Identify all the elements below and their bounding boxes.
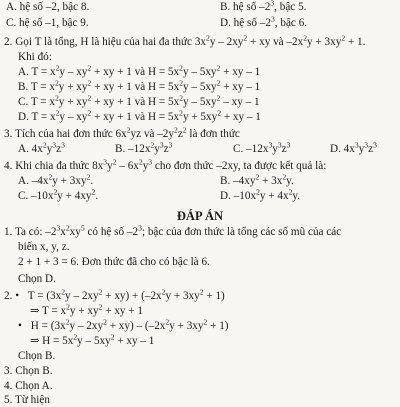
answer-title: ĐÁP ÁN: [176, 209, 224, 223]
q3-option-c: C. $-12x^3y^3z^3$: [233, 140, 291, 155]
q2-stem: 2. Gọi T là tổng, H là hiệu của hai đa thức $3x^2y - 2xy^2$ + xy và $-2x^2y + 3xy^2 + 1$.: [4, 33, 366, 48]
a5-answer: 5. Từ hiện: [4, 394, 50, 406]
q4-option-d: D. $-10x^2y + 4x^2y$.: [220, 187, 301, 202]
a2-t-result: ⇒ $T = x^2y + xy^2$ + xy + 1: [30, 302, 144, 317]
q4-option-c: C. $-10x^2y + 4xy^2$.: [18, 187, 99, 202]
q2-option-a: A. $T = x^2y - xy^2$ + xy + 1 và $H = 5x^2y - 5xy^2$ + xy – 1: [18, 63, 261, 78]
q1-option-d: D. hệ số $-2^3$, bậc 6.: [220, 14, 308, 29]
q3-option-d: D. $4x^3y^3z^3$: [330, 140, 377, 155]
a2-h-line: • $H = (3x^2y - 2xy^2 + xy) - (-2x^2y + 3xy^2 + 1)$: [18, 317, 229, 332]
a1-line-2: biến x, y, z.: [18, 241, 70, 253]
q3-option-b: B. $-12x^2y^3z^3$: [115, 140, 173, 155]
a2-h-result: ⇒ $H = 5x^2y - 5xy^2$ + xy – 1: [30, 332, 155, 347]
q4-stem: 4. Khi chia đa thức $8x^3y^2 - 6x^2y^3$ cho đơn thức –2xy, ta được kết quả là:: [4, 157, 327, 172]
a2-choice: Chọn B.: [18, 350, 56, 362]
q3-stem: 3. Tích của hai đơn thức $6x^2yz$ và $-2y^2z^2$ là đơn thức: [4, 125, 240, 140]
a1-line-3: 2 + 1 + 3 = 6. Đơn thức đã cho có bậc là 6.: [18, 256, 210, 268]
a1-line-1: 1. Ta có: $-2^3x^2xy^5$ có hệ số $-2^3$; bậc của đơn thức là tổng các số mũ của các: [4, 223, 342, 238]
q2-stem-cont: Khi đó:: [18, 51, 52, 63]
q4-option-a: A. $-4x^2y + 3xy^2$.: [18, 172, 94, 187]
q2-option-b: B. $T = x^2y + xy^2$ + xy + 1 và $H = 5x^2y - 5xy^2$ + xy – 1: [18, 78, 261, 93]
q2-option-c: C. $T = x^2y + xy^2$ + xy + 1 và $H = 5x^2y - 5xy^2$ – xy – 1: [18, 93, 260, 108]
a1-choice: Chọn D.: [18, 273, 56, 285]
q1-option-c: C. hệ số –1, bậc 9.: [6, 17, 89, 29]
a4-answer: 4. Chọn A.: [4, 380, 53, 392]
q1-option-b: B. hệ số $-2^3$, bậc 5.: [220, 0, 307, 13]
q1-option-a: A. hệ số –2, bậc 8.: [6, 1, 90, 13]
q4-option-b: B. $-4xy^2 + 3x^2y$.: [220, 172, 294, 187]
a2-t-line: 2. • $T = (3x^2y - 2xy^2 + xy) + (-2x^2y + 3xy^2 + 1)$: [4, 287, 225, 302]
q3-option-a: A. $4x^2y^3z^3$: [18, 140, 65, 155]
a3-answer: 3. Chọn B.: [4, 365, 53, 377]
q2-option-d: D. $T = x^2y - xy^2$ + xy + 1 và $H = 5x^2y + 5xy^2$ + xy – 1: [18, 108, 261, 123]
